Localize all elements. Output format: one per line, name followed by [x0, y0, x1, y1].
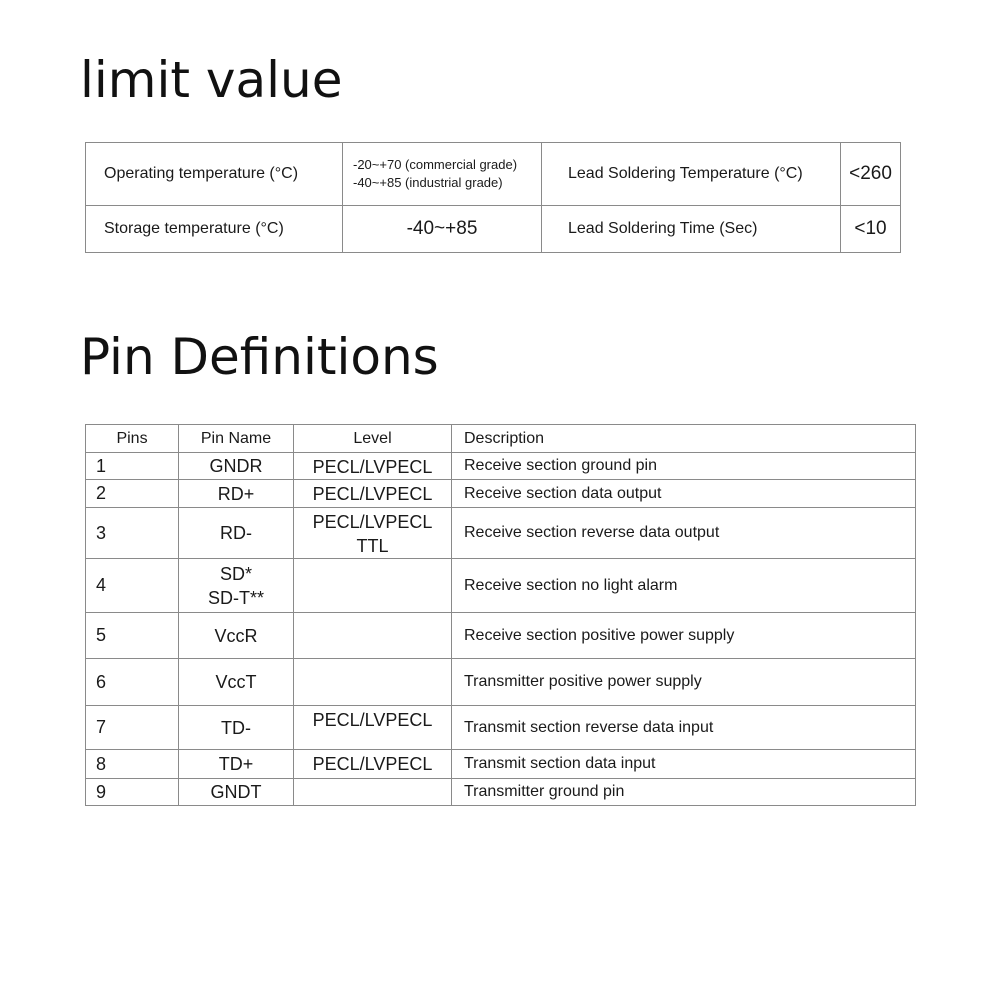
pin-name: [179, 750, 294, 779]
pin-name: [179, 453, 294, 480]
limit-row-operating: [86, 143, 901, 206]
pin-level-line: PECL/LVPECL: [312, 484, 433, 504]
pin-table-header: [86, 425, 916, 453]
table-row: [86, 613, 916, 659]
header-pin-name: Pin Name: [179, 425, 294, 453]
pin-name: [179, 508, 294, 559]
pin-level-line: PECL/LVPECL: [312, 457, 433, 477]
pin-number: 2: [86, 480, 179, 508]
table-row: [86, 706, 916, 750]
pin-name-line: SD-T**: [207, 587, 264, 608]
pin-name-line: TD+: [218, 754, 254, 774]
pin-definitions-heading: Pin Definitions: [80, 328, 439, 386]
pin-level-line: PECL/LVPECL: [312, 754, 433, 774]
solder-temp-value: <260: [841, 143, 901, 206]
pin-level: [294, 480, 452, 508]
operating-temp-label: Operating temperature (°C): [86, 143, 343, 206]
limit-row-storage: [86, 206, 901, 253]
pin-level: [294, 706, 452, 750]
pin-number: 7: [86, 706, 179, 750]
limit-value-table: [85, 142, 901, 253]
table-row: [86, 750, 916, 779]
table-row: [86, 559, 916, 613]
pin-number: 6: [86, 659, 179, 706]
pin-description: Transmit section data input: [452, 750, 916, 779]
pin-description: Receive section ground pin: [452, 453, 916, 480]
header-pins: Pins: [86, 425, 179, 453]
pin-name-line: RD+: [217, 483, 255, 504]
pin-level-line: PECL/LVPECL: [312, 710, 433, 730]
operating-industrial-grade: -40~+85 (industrial grade): [353, 175, 503, 190]
pin-number: 3: [86, 508, 179, 559]
pin-description: Receive section no light alarm: [452, 559, 916, 613]
pin-name: [179, 659, 294, 706]
pin-description: Transmitter ground pin: [452, 779, 916, 806]
pin-level: [294, 779, 452, 806]
pin-number: 8: [86, 750, 179, 779]
pin-level: [294, 659, 452, 706]
pin-name: [179, 480, 294, 508]
pin-number: 5: [86, 613, 179, 659]
pin-level-line: TTL: [356, 536, 389, 556]
pin-name-line: TD-: [221, 717, 251, 738]
pin-description: Transmit section reverse data input: [452, 706, 916, 750]
pin-description: Receive section reverse data output: [452, 508, 916, 559]
pin-description: Transmitter positive power supply: [452, 659, 916, 706]
pin-name-line: VccR: [214, 625, 258, 646]
pin-level: [294, 559, 452, 613]
pin-table-body: [86, 453, 916, 806]
table-row: [86, 453, 916, 480]
pin-number: 4: [86, 559, 179, 613]
table-row: [86, 779, 916, 806]
pin-definitions-table: [85, 424, 916, 806]
pin-level: [294, 613, 452, 659]
pin-name-line: RD-: [220, 523, 252, 543]
pin-name-line: GNDR: [209, 456, 263, 476]
operating-temp-value: [343, 143, 542, 206]
pin-number: 1: [86, 453, 179, 480]
pin-level-line: PECL/LVPECL: [312, 512, 433, 532]
header-level: Level: [294, 425, 452, 453]
pin-name: [179, 613, 294, 659]
pin-name-line: SD*: [219, 563, 252, 584]
pin-name: [179, 779, 294, 806]
pin-name-line: GNDT: [210, 782, 262, 802]
pin-level: [294, 508, 452, 559]
storage-temp-value: -40~+85: [343, 206, 542, 253]
table-row: [86, 508, 916, 559]
header-description: Description: [452, 425, 916, 453]
pin-name: [179, 706, 294, 750]
pin-level: [294, 453, 452, 480]
limit-value-heading: limit value: [80, 51, 343, 109]
pin-name-line: VccT: [215, 672, 257, 692]
table-row: [86, 480, 916, 508]
operating-commercial-grade: -20~+70 (commercial grade): [353, 157, 518, 172]
pin-description: Receive section data output: [452, 480, 916, 508]
pin-level: [294, 750, 452, 779]
pin-name: [179, 559, 294, 613]
solder-time-label: Lead Soldering Time (Sec): [542, 206, 841, 253]
storage-temp-label: Storage temperature (°C): [86, 206, 343, 253]
table-row: [86, 659, 916, 706]
solder-temp-label: Lead Soldering Temperature (°C): [542, 143, 841, 206]
pin-description: Receive section positive power supply: [452, 613, 916, 659]
solder-time-value: <10: [841, 206, 901, 253]
pin-number: 9: [86, 779, 179, 806]
